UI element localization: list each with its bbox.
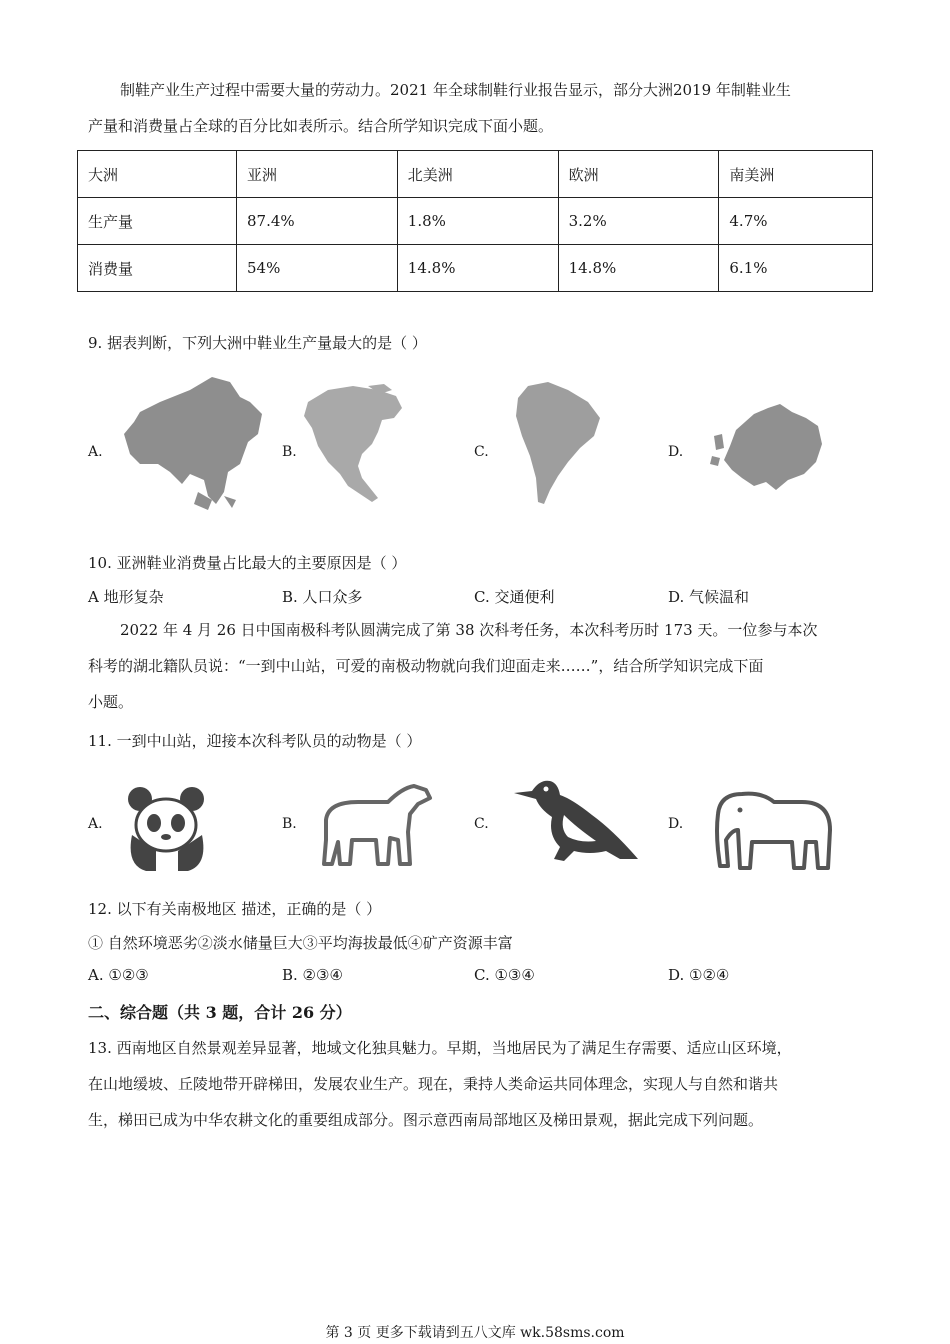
intro-line-2: 产量和消费量占全球的百分比如表所示。结合所学知识完成下面小题。 — [88, 117, 554, 135]
q12-statements: ① 自然环境恶劣②淡水储量巨大③平均海拔最低④矿产资源丰富 — [88, 934, 513, 952]
question-10-stem: 10. 亚洲鞋业消费量占比最大的主要原因是（ ） — [88, 554, 407, 572]
penguin-icon — [510, 775, 642, 867]
q13-line-1: 13. 西南地区自然景观差异显著，地域文化独具魅力。早期，当地居民为了满足生存需要、适应山区环境， — [88, 1039, 792, 1057]
q10-choice-b[interactable]: B. 人口众多 — [282, 588, 363, 606]
table-cell: 3.2% — [558, 198, 719, 245]
q10-choice-d[interactable]: D. 气候温和 — [668, 588, 750, 606]
q12-choice-b[interactable]: B. ②③④ — [282, 966, 343, 984]
polar-bear-icon — [318, 780, 433, 870]
q11-option-d-label[interactable]: D. — [668, 816, 684, 832]
question-11-stem: 11. 一到中山站，迎接本次科考队员的动物是（ ） — [88, 732, 422, 750]
table-header-cell: 亚洲 — [237, 151, 398, 198]
q9-option-d-label[interactable]: D. — [668, 444, 684, 460]
intro2-line-2: 科考的湖北籍队员说：“一到中山站，可爱的南极动物就向我们迎面走来……”，结合所学知识完成下面 — [88, 657, 764, 675]
q13-line-3: 生，梯田已成为中华农耕文化的重要组成部分。图示意西南局部地区及梯田景观，据此完成下列问题。 — [88, 1111, 764, 1129]
q10-choice-a[interactable]: A 地形复杂 — [88, 588, 164, 606]
table-cell: 14.8% — [558, 245, 719, 292]
table-header-cell: 大洲 — [78, 151, 237, 198]
table-row — [78, 198, 873, 245]
table-header-row — [78, 151, 873, 198]
q12-choice-c[interactable]: C. ①③④ — [474, 966, 535, 984]
table-cell: 54% — [237, 245, 398, 292]
intro2-line-1: 2022 年 4 月 26 日中国南极科考队圆满完成了第 38 次科考任务，本次科考历时 173 天。一位参与本次 — [120, 621, 818, 639]
south-america-map-icon — [508, 378, 603, 508]
section-2-title: 二、综合题（共 3 题，合计 26 分） — [88, 1003, 352, 1022]
europe-map-icon — [706, 400, 826, 495]
q9-option-c-label[interactable]: C. — [474, 444, 489, 460]
q12-choice-a[interactable]: A. ①②③ — [88, 966, 149, 984]
q10-choice-c[interactable]: C. 交通便利 — [474, 588, 555, 606]
q11-option-b-label[interactable]: B. — [282, 816, 297, 832]
q11-option-c-label[interactable]: C. — [474, 816, 489, 832]
elephant-icon — [712, 790, 837, 872]
table-row — [78, 245, 873, 292]
q12-choice-d[interactable]: D. ①②④ — [668, 966, 730, 984]
q9-option-a-label[interactable]: A. — [88, 444, 103, 460]
table-cell: 生产量 — [78, 198, 237, 245]
question-13-paragraph — [88, 1030, 874, 1138]
table-cell: 6.1% — [719, 245, 873, 292]
table-cell: 14.8% — [397, 245, 558, 292]
shoe-industry-table — [77, 150, 873, 292]
q9-option-b-label[interactable]: B. — [282, 444, 297, 460]
north-america-map-icon — [298, 382, 408, 512]
q11-option-a-label[interactable]: A. — [88, 816, 103, 832]
table-cell: 消费量 — [78, 245, 237, 292]
intro2-line-3: 小题。 — [88, 693, 134, 711]
table-cell: 87.4% — [237, 198, 398, 245]
q13-line-2: 在山地缓坡、丘陵地带开辟梯田，发展农业生产。现在，秉持人类命运共同体理念，实现人与自然和谐共 — [88, 1075, 779, 1093]
page-footer: 第 3 页 更多下载请到五八文库 wk.58sms.com — [325, 1325, 625, 1341]
table-cell: 1.8% — [397, 198, 558, 245]
panda-icon — [126, 785, 208, 873]
question-9-stem: 9. 据表判断，下列大洲中鞋业生产量最大的是（ ） — [88, 334, 427, 352]
table-header-cell: 南美洲 — [719, 151, 873, 198]
table-cell: 4.7% — [719, 198, 873, 245]
intro-paragraph — [88, 72, 874, 144]
intro2-paragraph — [88, 612, 874, 720]
asia-map-icon — [120, 372, 265, 512]
table-header-cell: 欧洲 — [558, 151, 719, 198]
question-12-stem: 12. 以下有关南极地区 描述，正确的是（ ） — [88, 900, 382, 918]
intro-line-1: 制鞋产业生产过程中需要大量的劳动力。2021 年全球制鞋行业报告显示，部分大洲2019 年制鞋业生 — [120, 81, 791, 99]
table-header-cell: 北美洲 — [397, 151, 558, 198]
